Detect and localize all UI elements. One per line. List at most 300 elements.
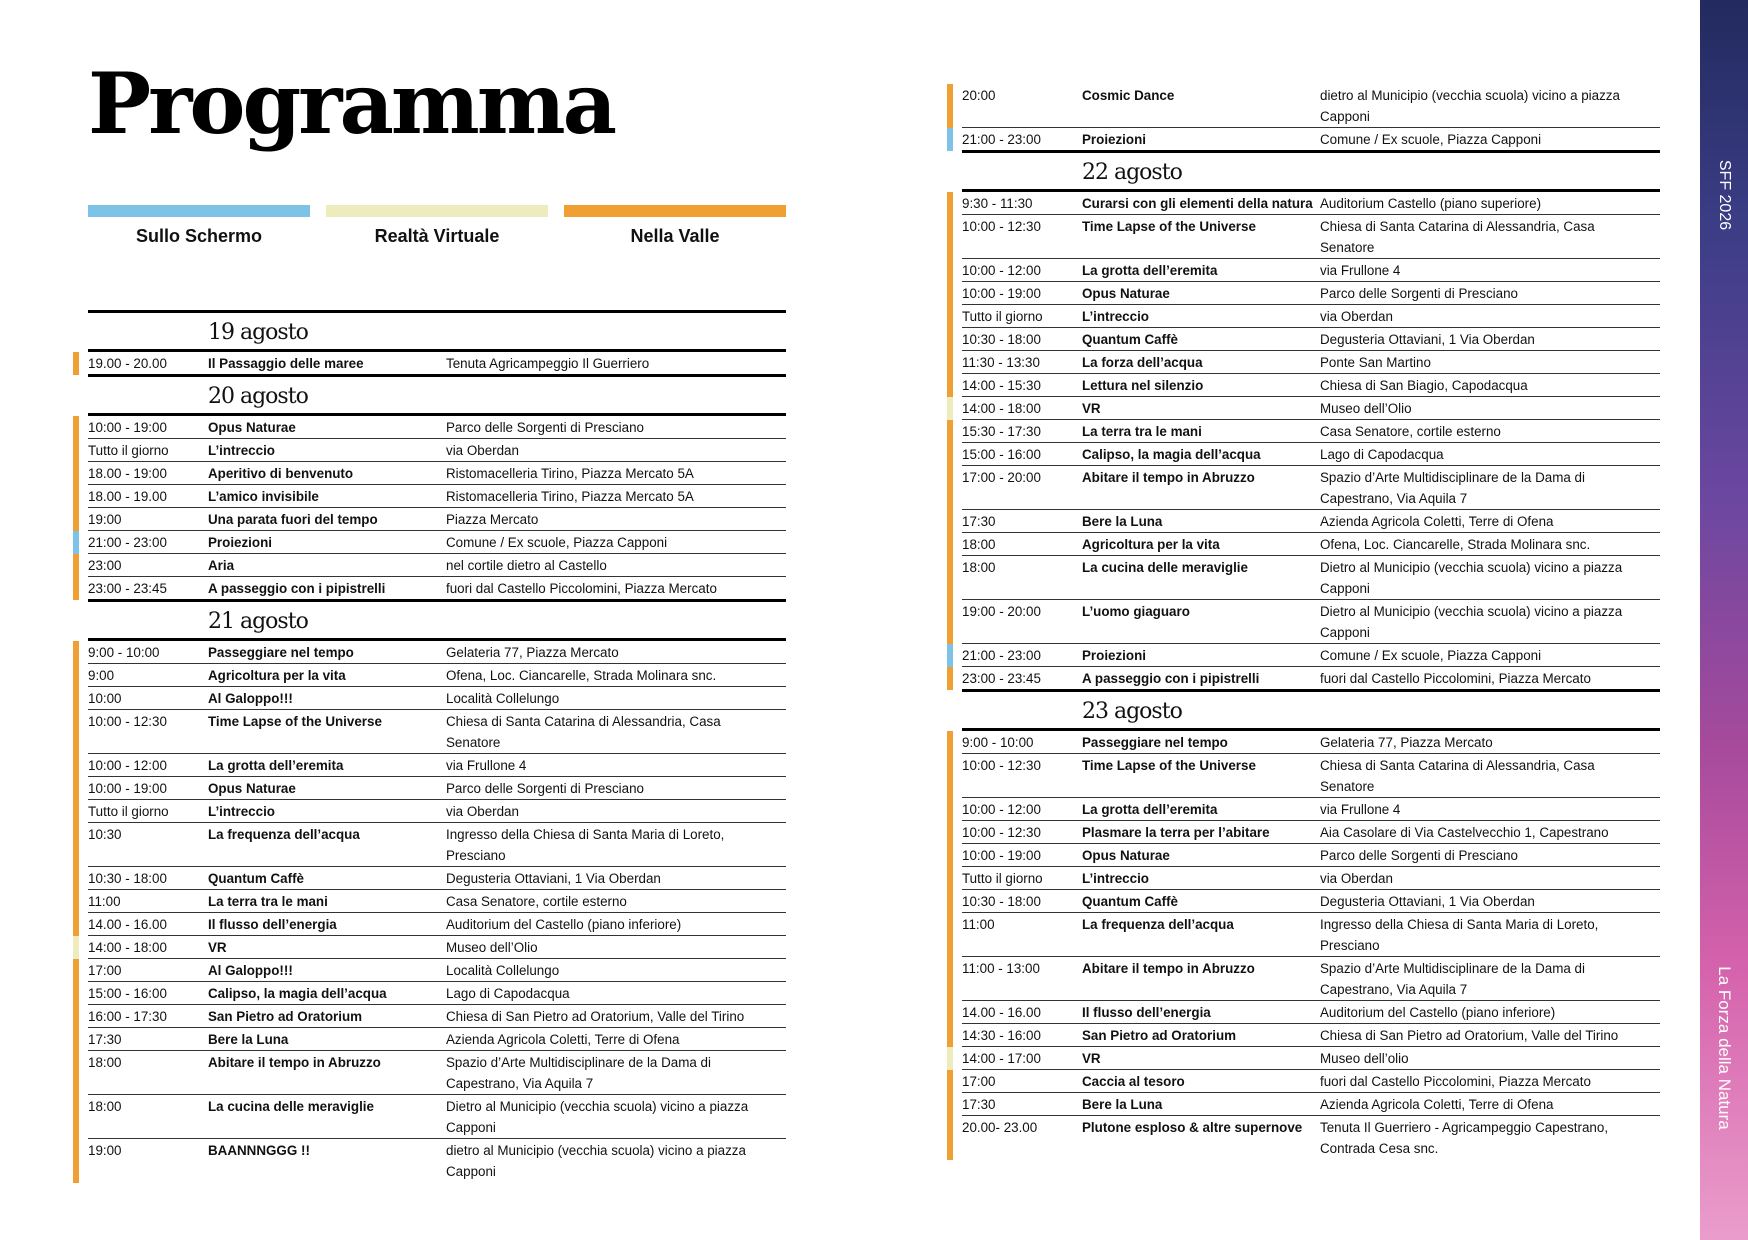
event-name: La grotta dell’eremita [1082,802,1218,817]
event-time: 18.00 - 19:00 [88,466,167,481]
event-time: Tutto il giorno [962,871,1043,886]
category-marker [947,1116,953,1160]
event-row [88,823,786,867]
event-name: VR [1082,1051,1101,1066]
category-marker [73,554,79,577]
event-place: Comune / Ex scuole, Piazza Capponi [1320,648,1542,663]
day-section [962,689,1660,1159]
category-marker [947,84,953,128]
category-marker [947,556,953,600]
event-name: VR [1082,401,1101,416]
day-title: 21 agosto [88,602,786,641]
event-row [88,1005,786,1028]
event-name: Bere la Luna [1082,514,1163,529]
event-time: 19:00 [88,512,122,527]
legend-swatch-valle [564,205,786,217]
event-time: 23:00 - 23:45 [88,581,167,596]
event-time: 9:30 - 11:30 [962,196,1033,211]
event-row [88,1095,786,1139]
event-row [962,420,1660,443]
category-marker [73,1095,79,1139]
category-marker [73,959,79,982]
event-name: La cucina delle meraviglie [1082,560,1248,575]
event-name: Opus Naturae [1082,848,1170,863]
category-marker [947,397,953,420]
event-name: Time Lapse of the Universe [1082,219,1256,234]
category-marker [947,913,953,957]
event-time: 11:30 - 13:30 [962,355,1040,370]
event-name: Abitare il tempo in Abruzzo [208,1055,381,1070]
event-place: Chiesa di San Pietro ad Oratorium, Valle del Tirino [446,1009,745,1024]
category-marker [947,128,953,151]
event-name: Abitare il tempo in Abruzzo [1082,470,1255,485]
event-place: Ingresso della Chiesa di Santa Maria di Loreto, Presciano [1320,917,1599,953]
event-row [88,800,786,823]
event-row [962,1116,1660,1159]
event-row [88,439,786,462]
event-row [88,982,786,1005]
event-time: 17:00 [962,1074,996,1089]
event-place: Parco delle Sorgenti di Presciano [446,781,644,796]
event-time: Tutto il giorno [962,309,1043,324]
event-name: Cosmic Dance [1082,88,1175,103]
category-marker [73,1005,79,1028]
event-time: 19.00 - 20.00 [88,356,167,371]
event-time: 10:30 - 18:00 [88,871,167,886]
event-time: 23:00 - 23:45 [962,671,1041,686]
event-row [962,215,1660,259]
event-time: 10:00 - 12:00 [962,263,1041,278]
event-place: Comune / Ex scuole, Piazza Capponi [1320,132,1542,147]
event-place: Chiesa di San Pietro ad Oratorium, Valle del Tirino [1320,1028,1619,1043]
event-time: 11:00 [962,917,995,932]
event-place: Casa Senatore, cortile esterno [1320,424,1501,439]
event-place: Degusteria Ottaviani, 1 Via Oberdan [446,871,661,886]
event-row [88,777,786,800]
category-marker [947,600,953,644]
event-row [962,305,1660,328]
event-name: La grotta dell’eremita [1082,263,1218,278]
event-time: Tutto il giorno [88,804,169,819]
event-time: 19:00 [88,1143,122,1158]
event-time: 21:00 - 23:00 [962,648,1041,663]
event-name: A passeggio con i pipistrelli [208,581,386,596]
event-row [962,600,1660,644]
event-place: Spazio d’Arte Multidisciplinare de la Dama di Capestrano, Via Aquila 7 [1320,470,1585,506]
category-marker [73,1051,79,1095]
category-marker [73,710,79,754]
event-name: La forza dell’acqua [1082,355,1203,370]
event-place: Chiesa di Santa Catarina di Alessandria, Casa Senatore [1320,758,1595,794]
category-marker [947,821,953,844]
category-marker [947,374,953,397]
event-place: Degusteria Ottaviani, 1 Via Oberdan [1320,332,1535,347]
event-place: Azienda Agricola Coletti, Terre di Ofena [1320,514,1554,529]
event-row [88,1028,786,1051]
event-place: Azienda Agricola Coletti, Terre di Ofena [1320,1097,1554,1112]
event-name: L’intreccio [208,443,275,458]
event-time: 17:00 [88,963,122,978]
event-place: Comune / Ex scuole, Piazza Capponi [446,535,668,550]
event-name: Il Passaggio delle maree [208,356,364,371]
day-section [962,150,1660,689]
category-marker [947,259,953,282]
event-row [962,466,1660,510]
event-time: 17:00 - 20:00 [962,470,1041,485]
event-time: 10:00 - 12:00 [962,802,1041,817]
event-place: Gelateria 77, Piazza Mercato [446,645,619,660]
category-marker [73,641,79,664]
event-row [88,462,786,485]
event-name: Quantum Caffè [208,871,304,886]
category-marker [73,508,79,531]
category-marker [73,913,79,936]
category-marker [947,305,953,328]
event-time: 19:00 - 20:00 [962,604,1041,619]
event-place: Piazza Mercato [446,512,539,527]
event-row [962,1070,1660,1093]
event-name: L’intreccio [208,804,275,819]
event-time: 11:00 - 13:00 [962,961,1040,976]
event-time: 14:00 - 18:00 [962,401,1041,416]
event-time: 10:30 - 18:00 [962,894,1041,909]
event-place: Ofena, Loc. Ciancarelle, Strada Molinara snc. [446,668,717,683]
event-row [962,644,1660,667]
event-time: 21:00 - 23:00 [88,535,167,550]
event-name: Opus Naturae [208,420,296,435]
event-time: 14:30 - 16:00 [962,1028,1041,1043]
event-name: Curarsi con gli elementi della natura [1082,196,1313,211]
event-place: Auditorium del Castello (piano inferiore) [1320,1005,1556,1020]
event-time: 14.00 - 16.00 [88,917,167,932]
event-row [962,667,1660,689]
event-time: 9:00 - 10:00 [962,735,1034,750]
event-place: via Oberdan [1320,309,1393,324]
category-marker [947,443,953,466]
category-marker [947,667,953,690]
event-row [88,641,786,664]
category-marker [947,957,953,1001]
event-place: Ponte San Martino [1320,355,1431,370]
category-marker [947,1070,953,1093]
event-time: 10:00 [88,691,122,706]
event-name: Abitare il tempo in Abruzzo [1082,961,1255,976]
event-name: Bere la Luna [1082,1097,1163,1112]
event-row [962,259,1660,282]
event-name: La grotta dell’eremita [208,758,344,773]
event-time: 16:00 - 17:30 [88,1009,167,1024]
event-place: Auditorium del Castello (piano inferiore) [446,917,682,932]
event-row [962,510,1660,533]
event-row [962,351,1660,374]
event-row [962,282,1660,305]
day-section [88,310,786,374]
event-name: Una parata fuori del tempo [208,512,378,527]
event-place: dietro al Municipio (vecchia scuola) vicino a piazza Capponi [1320,88,1620,124]
event-place: via Oberdan [1320,871,1393,886]
category-marker [947,466,953,510]
event-place: fuori dal Castello Piccolomini, Piazza Mercato [1320,1074,1591,1089]
event-place: Museo dell’Olio [446,940,538,955]
event-name: Calipso, la magia dell’acqua [1082,447,1261,462]
category-marker [947,1047,953,1070]
event-row [88,508,786,531]
event-time: 10:00 - 12:30 [962,758,1041,773]
event-name: VR [208,940,227,955]
event-time: 9:00 [88,668,115,683]
category-marker [947,351,953,374]
event-row [962,1024,1660,1047]
category-marker [947,890,953,913]
event-row [962,1047,1660,1070]
event-time: 15:00 - 16:00 [88,986,167,1001]
event-name: Quantum Caffè [1082,894,1178,909]
event-name: Calipso, la magia dell’acqua [208,986,387,1001]
event-place: Auditorium Castello (piano superiore) [1320,196,1542,211]
category-marker [73,485,79,508]
event-time: 10:00 - 12:30 [88,714,167,729]
event-place: Casa Senatore, cortile esterno [446,894,627,909]
category-marker [947,867,953,890]
event-place: fuori dal Castello Piccolomini, Piazza Mercato [1320,671,1591,686]
event-row [962,867,1660,890]
category-marker [947,420,953,443]
event-row [962,556,1660,600]
category-marker [73,664,79,687]
event-row [962,328,1660,351]
event-row [962,397,1660,420]
event-time: 10:30 [88,827,122,842]
category-marker [73,439,79,462]
event-time: 15:00 - 16:00 [962,447,1041,462]
legend-swatch-schermo [88,205,310,217]
event-time: 18:00 [88,1055,122,1070]
event-place: Lago di Capodacqua [446,986,570,1001]
event-place: Degusteria Ottaviani, 1 Via Oberdan [1320,894,1535,909]
event-row [962,533,1660,556]
event-name: La terra tra le mani [208,894,328,909]
event-time: 14:00 - 18:00 [88,940,167,955]
event-place: Aia Casolare di Via Castelvecchio 1, Capestrano [1320,825,1609,840]
legend-item-schermo [88,205,310,247]
event-row [88,1139,786,1182]
category-marker [947,1093,953,1116]
event-place: via Oberdan [446,804,519,819]
event-time: 21:00 - 23:00 [962,132,1041,147]
category-marker [947,533,953,556]
event-row [88,416,786,439]
event-time: 17:30 [88,1032,122,1047]
event-place: Parco delle Sorgenti di Presciano [446,420,644,435]
category-marker [947,754,953,798]
event-row [962,192,1660,215]
category-marker [947,192,953,215]
event-name: Lettura nel silenzio [1082,378,1204,393]
event-time: 9:00 - 10:00 [88,645,160,660]
event-row [88,352,786,374]
day-section [88,374,786,599]
event-row [88,936,786,959]
event-row [962,1001,1660,1024]
event-row [962,128,1660,150]
side-band [1700,0,1748,1240]
event-time: 10:00 - 12:00 [88,758,167,773]
event-row [88,687,786,710]
category-marker [947,644,953,667]
event-place: via Oberdan [446,443,519,458]
event-name: Caccia al tesoro [1082,1074,1185,1089]
event-row [962,1093,1660,1116]
category-marker [73,531,79,554]
event-name: Bere la Luna [208,1032,289,1047]
event-time: 10:00 - 19:00 [962,286,1041,301]
event-row [88,890,786,913]
event-place: Azienda Agricola Coletti, Terre di Ofena [446,1032,680,1047]
category-marker [73,890,79,913]
event-place: Spazio d’Arte Multidisciplinare de la Dama di Capestrano, Via Aquila 7 [446,1055,711,1091]
event-time: 10:00 - 19:00 [88,420,167,435]
event-name: BAANNNGGG !! [208,1143,310,1158]
event-time: 10:00 - 12:30 [962,219,1041,234]
event-row [88,959,786,982]
event-place: Ingresso della Chiesa di Santa Maria di Loreto, Presciano [446,827,725,863]
event-row [962,913,1660,957]
legend-swatch-virtuale [326,205,548,217]
event-time: 14:00 - 15:30 [962,378,1041,393]
event-place: Tenuta Il Guerriero - Agricampeggio Capestrano, Contrada Cesa snc. [1320,1120,1609,1156]
day-section [962,84,1660,150]
event-place: Dietro al Municipio (vecchia scuola) vicino a piazza Capponi [1320,560,1623,596]
category-marker [947,282,953,305]
event-name: La cucina delle meraviglie [208,1099,374,1114]
day-title: 20 agosto [88,377,786,416]
day-title: 23 agosto [962,692,1660,731]
category-marker [73,1139,79,1183]
category-legend [88,205,786,247]
event-row [88,664,786,687]
category-marker [73,936,79,959]
event-place: Gelateria 77, Piazza Mercato [1320,735,1493,750]
event-name: La frequenza dell’acqua [1082,917,1234,932]
event-row [88,485,786,508]
event-time: 14:00 - 17:00 [962,1051,1041,1066]
event-name: Quantum Caffè [1082,332,1178,347]
event-place: Dietro al Municipio (vecchia scuola) vicino a piazza Capponi [446,1099,749,1135]
event-name: Plasmare la terra per l’abitare [1082,825,1270,840]
event-place: Dietro al Municipio (vecchia scuola) vicino a piazza Capponi [1320,604,1623,640]
event-time: 11:00 [88,894,121,909]
event-name: L’uomo giaguaro [1082,604,1190,619]
event-row [962,443,1660,466]
category-marker [73,800,79,823]
category-marker [73,462,79,485]
legend-label: Nella Valle [630,226,720,246]
day-title: 19 agosto [88,313,786,352]
event-place: via Frullone 4 [1320,263,1401,278]
event-time: 18:00 [88,1099,122,1114]
event-time: 18.00 - 19.00 [88,489,167,504]
event-place: Chiesa di Santa Catarina di Alessandria, Casa Senatore [1320,219,1595,255]
event-time: 20.00- 23.00 [962,1120,1038,1135]
category-marker [947,1001,953,1024]
event-place: Ristomacelleria Tirino, Piazza Mercato 5A [446,489,694,504]
festival-theme: La Forza della Natura [1715,966,1734,1130]
event-name: Passeggiare nel tempo [1082,735,1228,750]
schedule-left-column [88,310,786,1182]
event-place: Parco delle Sorgenti di Presciano [1320,848,1518,863]
event-name: Il flusso dell’energia [208,917,337,932]
event-name: Proiezioni [1082,132,1146,147]
event-place: Parco delle Sorgenti di Presciano [1320,286,1518,301]
event-time: 14.00 - 16.00 [962,1005,1041,1020]
category-marker [73,1028,79,1051]
event-name: A passeggio con i pipistrelli [1082,671,1260,686]
event-time: 10:30 - 18:00 [962,332,1041,347]
event-time: 17:30 [962,1097,996,1112]
event-time: 10:00 - 12:30 [962,825,1041,840]
category-marker [73,754,79,777]
schedule-right-column [962,84,1660,1159]
event-name: Opus Naturae [208,781,296,796]
event-name: Al Galoppo!!! [208,963,293,978]
legend-item-valle [564,205,786,247]
event-place: Chiesa di Santa Catarina di Alessandria, Casa Senatore [446,714,721,750]
category-marker [947,844,953,867]
event-time: Tutto il giorno [88,443,169,458]
event-name: Plutone esploso & altre supernove [1082,1120,1303,1135]
category-marker [73,577,79,600]
event-row [88,867,786,890]
legend-label: Realtà Virtuale [374,226,500,246]
category-marker [73,777,79,800]
event-name: Il flusso dell’energia [1082,1005,1211,1020]
event-place: Località Collelungo [446,691,560,706]
event-time: 23:00 [88,558,122,573]
event-name: Passeggiare nel tempo [208,645,354,660]
event-place: Tenuta Agricampeggio Il Guerriero [446,356,650,371]
event-row [962,821,1660,844]
event-place: dietro al Municipio (vecchia scuola) vicino a piazza Capponi [446,1143,746,1179]
event-row [88,1051,786,1095]
event-name: San Pietro ad Oratorium [1082,1028,1237,1043]
event-row [962,731,1660,754]
event-row [962,754,1660,798]
category-marker [947,510,953,533]
legend-label: Sullo Schermo [135,226,263,246]
event-row [962,890,1660,913]
event-row [88,913,786,936]
event-name: Proiezioni [1082,648,1146,663]
event-row [962,84,1660,128]
event-place: Spazio d’Arte Multidisciplinare de la Dama di Capestrano, Via Aquila 7 [1320,961,1585,997]
category-marker [73,416,79,439]
event-row [88,554,786,577]
event-time: 18:00 [962,537,996,552]
event-name: Opus Naturae [1082,286,1170,301]
event-row [962,844,1660,867]
category-marker [73,352,79,375]
category-marker [73,982,79,1005]
festival-label: SFF 2026 [1716,159,1733,231]
category-marker [947,798,953,821]
category-marker [947,1024,953,1047]
event-row [88,531,786,554]
event-name: Proiezioni [208,535,272,550]
event-time: 17:30 [962,514,996,529]
category-marker [73,867,79,890]
event-name: La terra tra le mani [1082,424,1202,439]
event-place: Lago di Capodacqua [1320,447,1444,462]
